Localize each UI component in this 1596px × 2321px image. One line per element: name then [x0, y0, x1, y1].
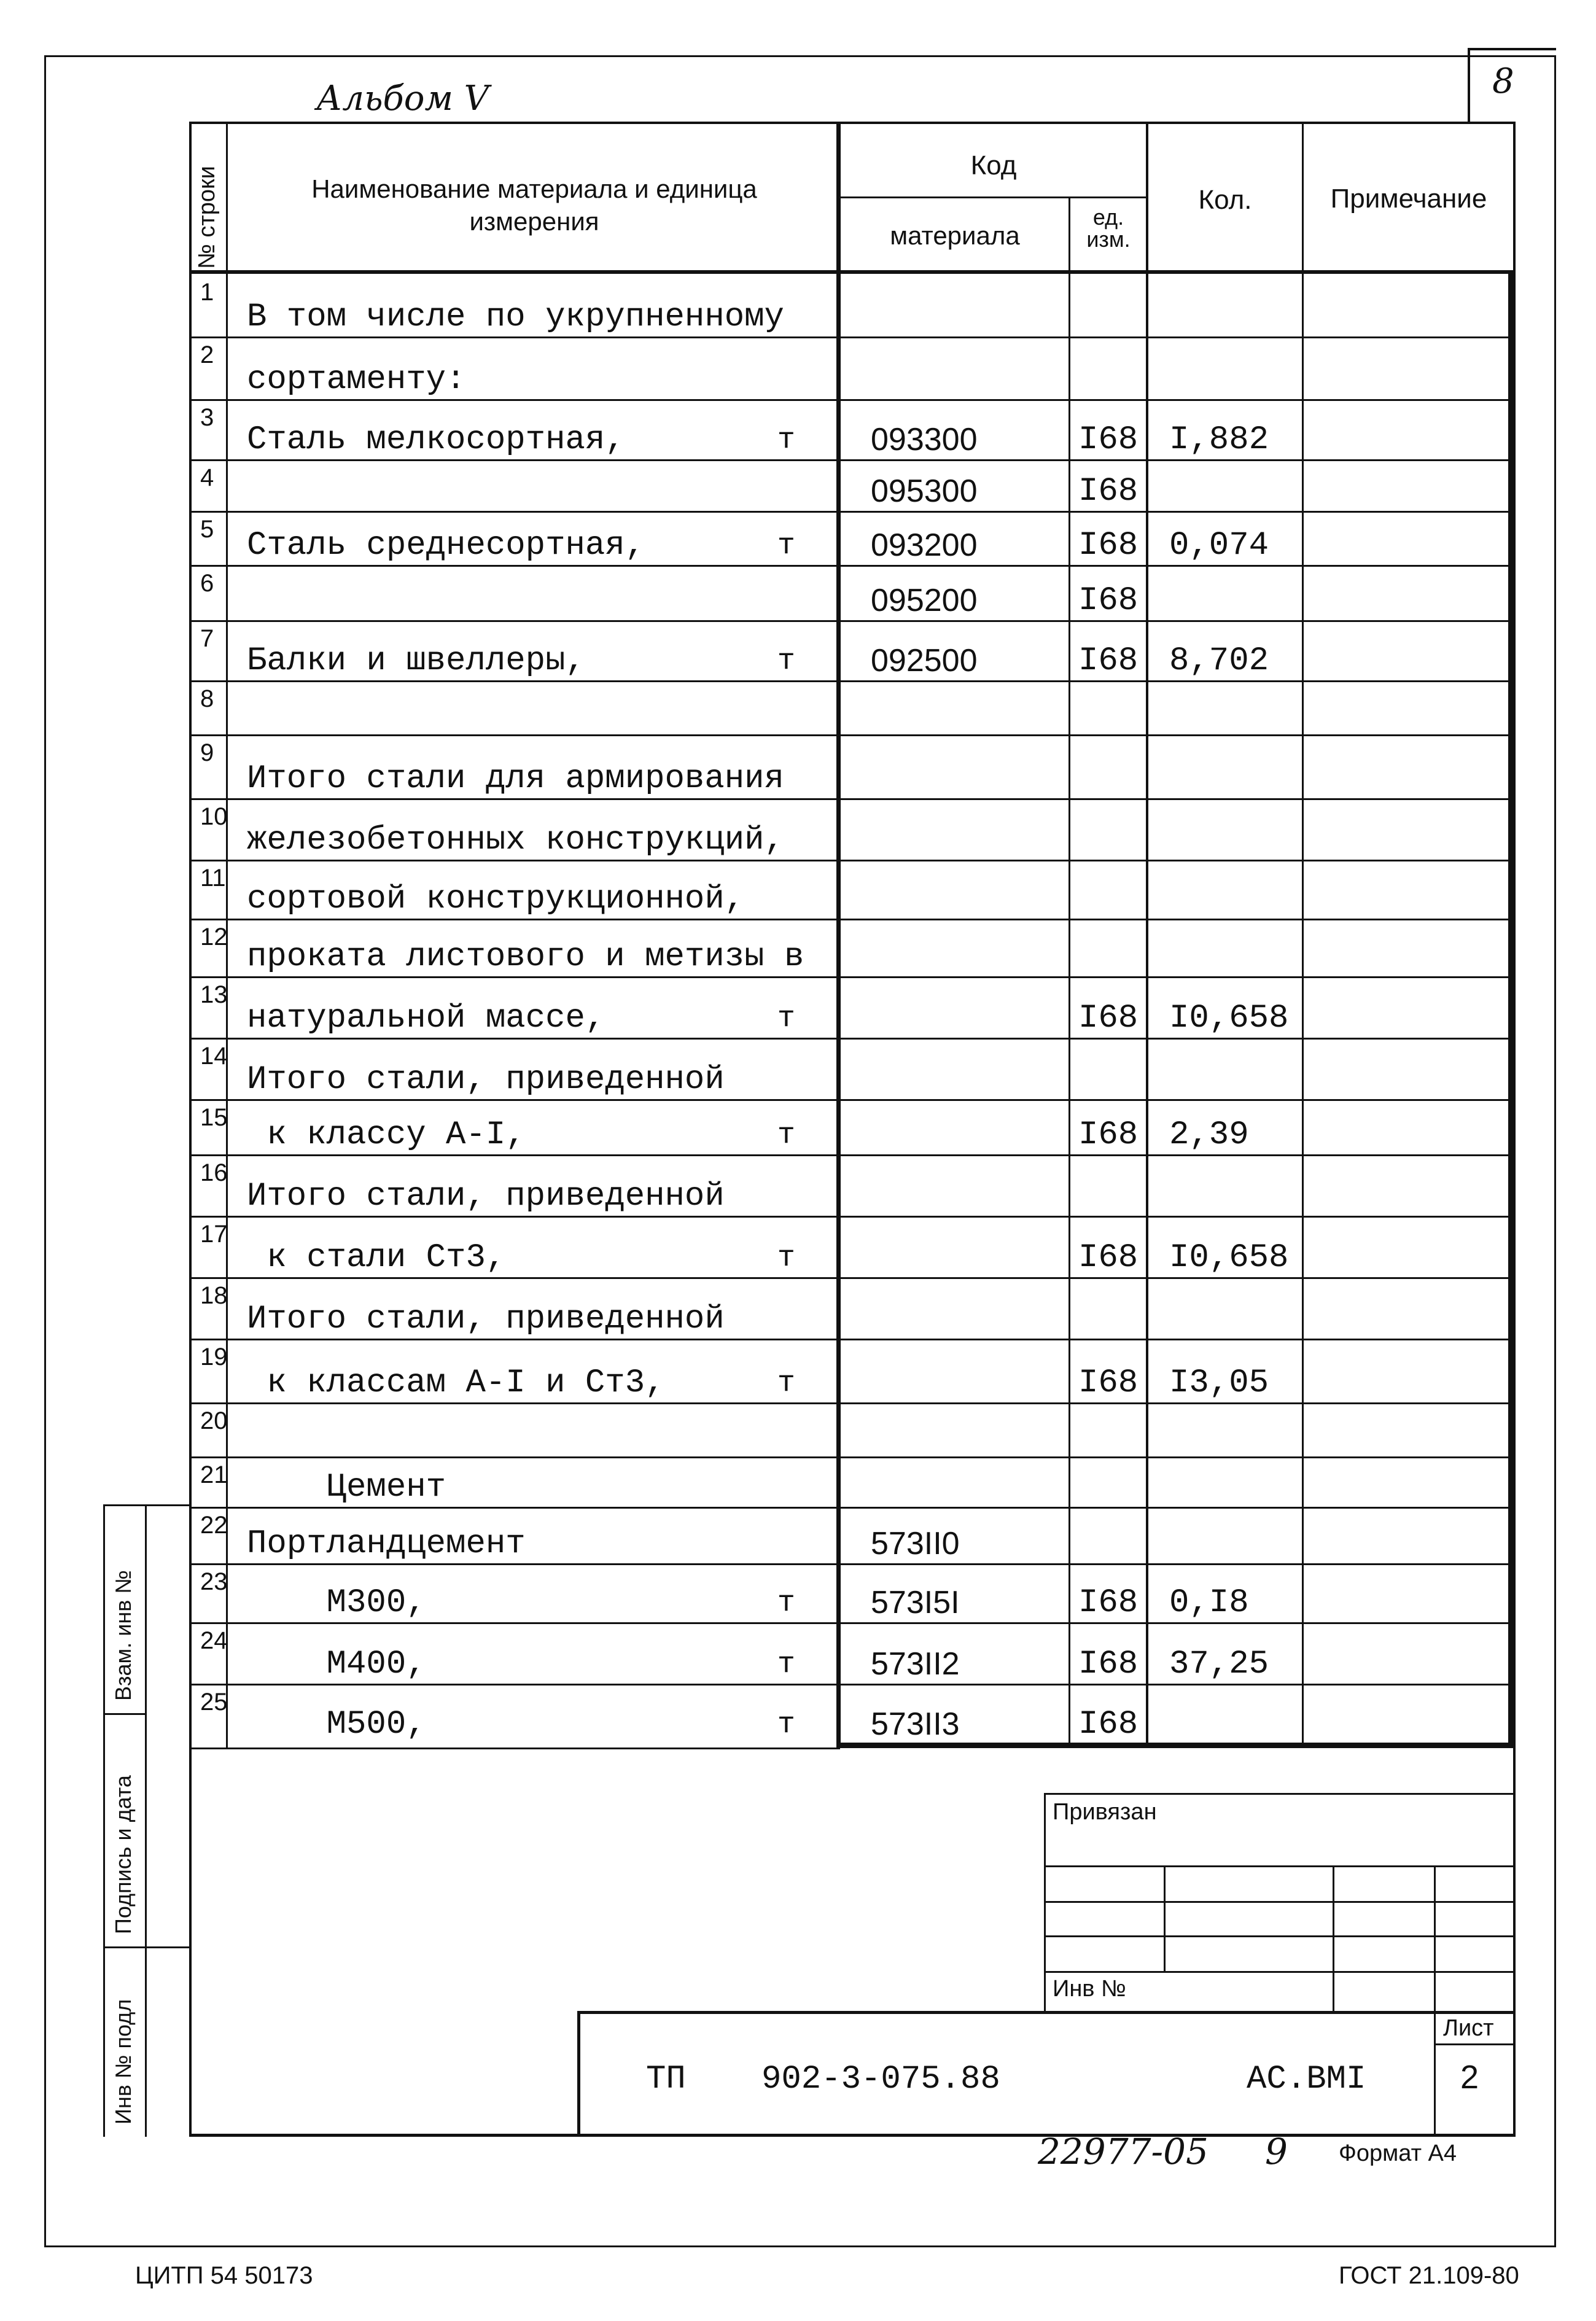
row-unit-code: I68: [1078, 527, 1139, 564]
tb-tp: ТП: [646, 2061, 686, 2098]
row-unit-code: I68: [1078, 473, 1139, 510]
row-separator: [189, 336, 1511, 338]
row-number: 4: [200, 464, 214, 491]
row-separator: [189, 1099, 1511, 1101]
row-unit-code: I68: [1078, 582, 1139, 620]
row-unit: т: [777, 1648, 795, 1681]
tb-vcol-1: [1164, 1865, 1166, 1971]
row-qty: 37,25: [1169, 1646, 1269, 1683]
row-unit-code: I68: [1078, 1584, 1139, 1622]
row-separator: [189, 919, 1511, 920]
stamp-inv: Инв № подл: [111, 1999, 136, 2125]
row-separator: [189, 1684, 1511, 1685]
header-material: материала: [890, 221, 1020, 250]
row-name: Итого стали, приведенной: [247, 1300, 725, 1338]
unitcode-col-line: [1146, 122, 1148, 1748]
row-number: 19: [200, 1343, 228, 1370]
outer-frame-right: [1554, 55, 1556, 2247]
stamp-vzam: Взам. инв №: [111, 1569, 136, 1701]
row-unit: т: [777, 1367, 795, 1400]
row-separator: [189, 798, 1511, 800]
row-number: 24: [200, 1627, 228, 1654]
row-unit: т: [777, 1708, 795, 1741]
tb-row-2: [1044, 1901, 1516, 1903]
row-qty: 2,39: [1169, 1116, 1249, 1154]
row-material-code: 093300: [871, 422, 978, 457]
row-number: 25: [200, 1689, 228, 1716]
body-bottom-thin: [189, 1748, 840, 1749]
row-unit: т: [777, 1119, 795, 1152]
stamp-col-top: [103, 1504, 189, 1506]
tb-privyazan-label: Привязан: [1053, 1799, 1157, 1825]
row-name: В том числе по укрупненному: [247, 298, 784, 336]
tb-main-left: [577, 2011, 580, 2137]
row-name: М400,: [247, 1646, 426, 1683]
row-unit-code: I68: [1078, 1706, 1139, 1743]
sheet-number: 8: [1492, 61, 1514, 101]
row-number: 13: [200, 981, 228, 1008]
row-material-code: 095200: [871, 583, 978, 618]
handwritten-number-2: 9: [1265, 2131, 1288, 2172]
outer-frame-left: [44, 55, 46, 2247]
row-number: 23: [200, 1568, 228, 1595]
tb-main-top: [577, 2011, 1516, 2014]
row-number: 14: [200, 1043, 228, 1070]
header-bottom-line: [189, 270, 1516, 274]
outer-frame-bottom: [44, 2245, 1556, 2247]
row-name: Цемент: [247, 1469, 446, 1506]
row-separator: [189, 1277, 1511, 1279]
row-material-code: 573II2: [871, 1646, 960, 1682]
row-material-code: 092500: [871, 643, 978, 678]
tb-list-label: Лист: [1443, 2015, 1494, 2041]
row-separator: [189, 1038, 1511, 1040]
row-separator: [189, 1339, 1511, 1340]
footer-left: ЦИТП 54 50173: [135, 2262, 313, 2289]
tb-vcol-3: [1434, 1865, 1436, 2136]
row-separator: [189, 734, 1511, 736]
row-separator: [189, 1154, 1511, 1156]
stamp-col-left: [103, 1504, 105, 2137]
stamp-col-mid: [145, 1504, 147, 2137]
qty-col-line: [1302, 122, 1304, 1748]
row-separator: [189, 1402, 1511, 1404]
header-qty: Кол.: [1198, 185, 1252, 215]
row-name: Итого стали, приведенной: [247, 1178, 725, 1215]
row-material-code: 095300: [871, 473, 978, 509]
album-label: Альбом V: [316, 79, 489, 119]
row-number: 12: [200, 923, 228, 951]
form-top: [189, 122, 1516, 124]
row-unit-code: I68: [1078, 642, 1139, 680]
tb-privyazan-top: [1044, 1793, 1516, 1795]
tb-list-number: 2: [1460, 2059, 1479, 2096]
tb-row-1: [1044, 1865, 1516, 1867]
row-qty: 0,I8: [1169, 1584, 1249, 1622]
row-separator: [189, 1216, 1511, 1218]
row-name: сортаменту:: [247, 361, 466, 398]
row-separator: [189, 459, 1511, 461]
row-separator: [189, 1622, 1511, 1624]
outer-frame-top: [44, 55, 1556, 57]
row-qty: I0,658: [1169, 1000, 1289, 1037]
row-unit-code: I68: [1078, 1646, 1139, 1683]
row-name: Итого стали для армирования: [247, 760, 784, 798]
row-material-code: 573I5I: [871, 1585, 960, 1620]
row-name: проката листового и метизы в: [247, 938, 804, 976]
row-number: 18: [200, 1282, 228, 1309]
row-separator: [189, 860, 1511, 861]
row-number: 17: [200, 1221, 228, 1248]
body-bottom-thick: [836, 1743, 1514, 1748]
header-code: Код: [970, 150, 1017, 181]
row-number: 20: [200, 1407, 228, 1434]
name-col-line: [836, 122, 841, 1748]
stamp-div-2: [103, 1946, 189, 1948]
row-name: М300,: [247, 1584, 426, 1622]
tb-row-3: [1044, 1935, 1516, 1937]
row-unit: т: [777, 1242, 795, 1275]
row-name: Итого стали, приведенной: [247, 1061, 725, 1098]
row-material-code: 573II3: [871, 1706, 960, 1742]
row-number: 16: [200, 1159, 228, 1186]
row-name: Сталь среднесортная,: [247, 527, 645, 564]
row-unit: т: [777, 1002, 795, 1035]
row-separator: [189, 976, 1511, 978]
row-unit-code: I68: [1078, 1239, 1139, 1277]
row-separator: [189, 680, 1511, 682]
row-unit: т: [777, 645, 795, 678]
row-unit-code: I68: [1078, 421, 1139, 459]
row-number: 6: [200, 570, 214, 597]
sheet-box-left: [1468, 48, 1470, 122]
header-unit-code: ед. изм.: [1086, 204, 1131, 252]
row-name: Балки и швеллеры,: [247, 642, 585, 680]
row-unit: т: [777, 529, 795, 562]
row-number: 2: [200, 341, 214, 368]
row-qty: 0,074: [1169, 527, 1269, 564]
header-name: Наименование материала и единица измерения: [311, 174, 757, 236]
row-separator: [189, 1456, 1511, 1458]
row-name: сортовой конструкционной,: [247, 881, 745, 918]
tb-inv-no: Инв №: [1053, 1976, 1126, 2002]
row-separator: [189, 565, 1511, 567]
row-number: 11: [200, 865, 226, 892]
row-separator: [189, 1507, 1511, 1509]
row-qty: I3,05: [1169, 1364, 1269, 1402]
format-label: Формат А4: [1339, 2140, 1457, 2166]
row-name: Портландцемент: [247, 1525, 526, 1563]
row-number: 10: [200, 803, 228, 830]
form-left: [189, 122, 192, 2136]
row-name: к классу А-I,: [247, 1116, 526, 1154]
row-number: 15: [200, 1104, 228, 1131]
tb-vcol-2: [1333, 1865, 1334, 2013]
row-number: 22: [200, 1512, 228, 1539]
row-number: 9: [200, 739, 214, 766]
row-separator: [189, 620, 1511, 622]
row-name: к стали Ст3,: [247, 1239, 506, 1277]
row-unit-code: I68: [1078, 1364, 1139, 1402]
row-number: 1: [200, 279, 214, 306]
row-number: 5: [200, 516, 214, 543]
body-right-thick: [1508, 270, 1514, 1748]
row-qty: I0,658: [1169, 1239, 1289, 1277]
row-qty: 8,702: [1169, 642, 1269, 680]
tb-list-divider: [1434, 2043, 1516, 2045]
row-name: натуральной массе,: [247, 1000, 605, 1037]
header-note: Примечание: [1330, 184, 1487, 214]
row-unit: т: [777, 424, 795, 457]
stamp-div-1: [103, 1713, 146, 1715]
material-col-line: [1069, 196, 1070, 1748]
row-name: к классам А-I и Ст3,: [247, 1364, 665, 1402]
header-row-no: № строки: [194, 166, 220, 269]
tb-privyazan-left: [1044, 1793, 1046, 2014]
handwritten-number: 22977-05: [1038, 2131, 1209, 2172]
footer-right: ГОСТ 21.109-80: [1339, 2262, 1519, 2289]
row-unit-code: I68: [1078, 1116, 1139, 1154]
row-material-code: 093200: [871, 527, 978, 563]
row-name: железобетонных конструкций,: [247, 822, 784, 859]
row-number: 7: [200, 625, 214, 652]
tb-doc-number: 902-3-075.88: [761, 2061, 1000, 2098]
row-unit-code: I68: [1078, 1000, 1139, 1037]
row-qty: I,882: [1169, 421, 1269, 459]
tb-doc-code: АС.ВМI: [1247, 2061, 1366, 2098]
sheet-box-top: [1468, 48, 1556, 50]
row-separator: [189, 511, 1511, 513]
stamp-podpis: Подпись и дата: [111, 1775, 136, 1934]
row-number: 21: [200, 1461, 228, 1488]
row-number: 8: [200, 685, 214, 712]
code-split-line: [836, 196, 1147, 198]
row-name: Сталь мелкосортная,: [247, 421, 625, 459]
row-name: М500,: [247, 1706, 426, 1743]
tb-row-4: [1044, 1971, 1516, 1973]
row-separator: [189, 1563, 1511, 1565]
row-number: 3: [200, 404, 214, 431]
row-material-code: 573II0: [871, 1526, 960, 1561]
form-bottom: [189, 2134, 1516, 2137]
row-separator: [189, 399, 1511, 401]
row-unit: т: [777, 1587, 795, 1620]
